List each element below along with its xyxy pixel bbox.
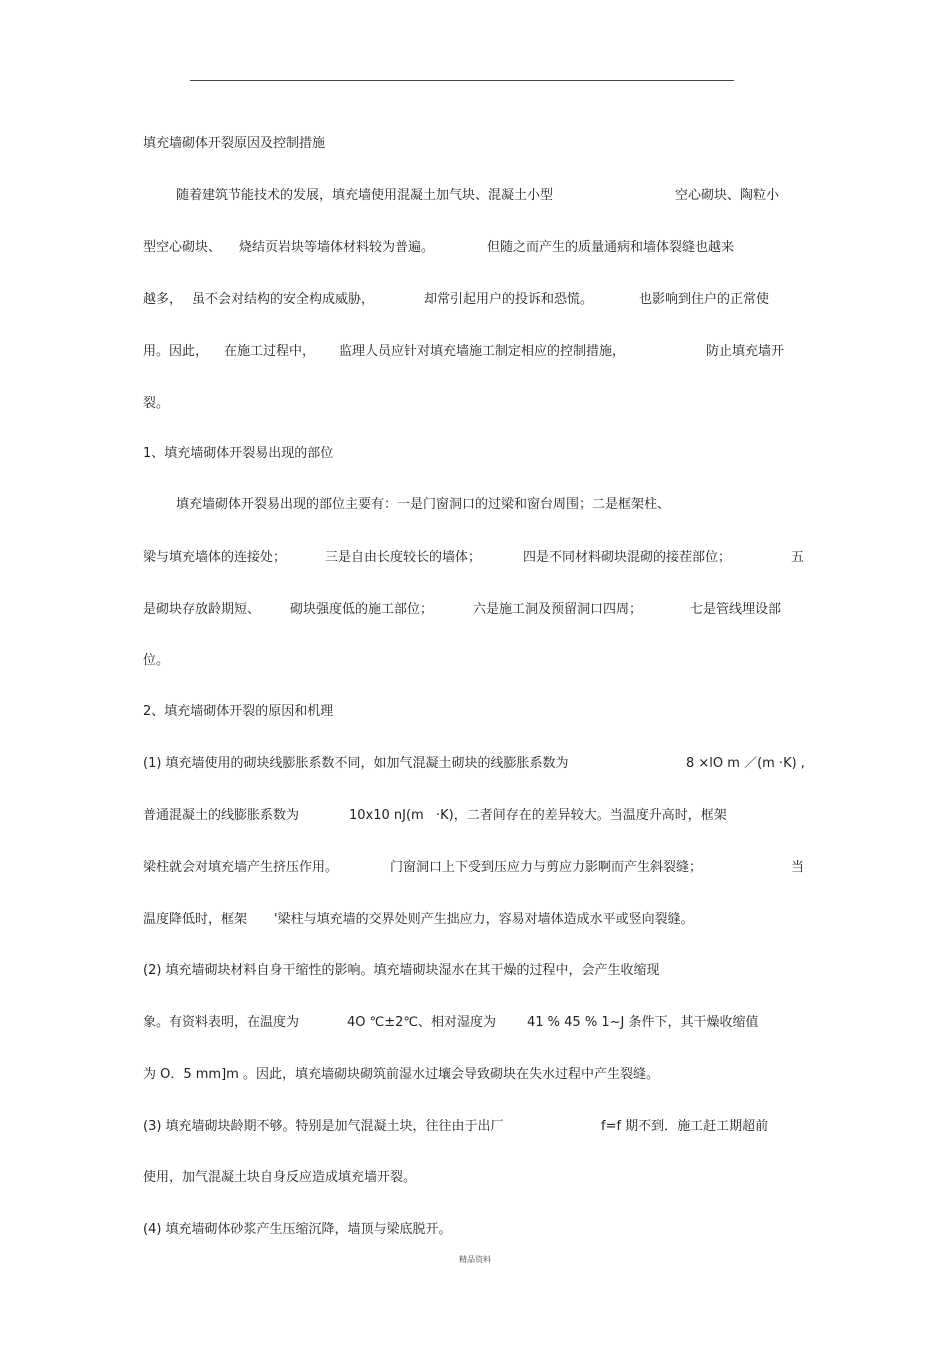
text-segment: '梁柱与填充墙的交界处则产生拙应力，容易对墙体造成水平或竖向裂缝。 (274, 912, 694, 927)
text-segment: 梁柱就会对填充墙产生挤压作用。 (143, 860, 339, 875)
text-segment: 门窗洞口上下受到压应力与剪应力影啊而产生斜裂缝； (390, 860, 703, 875)
text-segment: 七是管线埋设部 (690, 602, 782, 617)
text-segment: (4) 填充墙砌体砂浆产生压缩沉降，墙顶与梁底脱开。 (143, 1222, 452, 1237)
text-segment: 为 O．5 mm]m 。因此，填充墙砌块砌筑前湿水过壤会导致砌块在失水过程中产生裂缝。 (143, 1067, 659, 1082)
text-segment: 普通混凝土的线膨胀系数为 (143, 808, 300, 823)
page-footer: 精品资料 (459, 1255, 491, 1264)
header-rule (190, 80, 734, 81)
text-segment: 砌块强度低的施工部位； (290, 602, 434, 617)
text-segment: 虽不会对结构的安全构成威胁， (192, 292, 375, 307)
text-segment: (3) 填充墙砌块龄期不够。特别是加气混凝土块，往往由于出厂 (143, 1119, 504, 1134)
text-segment: 当 (791, 860, 805, 875)
text-segment: f=f 期不到．施工赶工期超前 (601, 1119, 769, 1134)
text-segment: 型空心砌块、 (143, 240, 222, 255)
text-segment: 在施工过程中， (224, 344, 316, 359)
text-segment: 防止填充墙开 (706, 344, 785, 359)
text-segment: 烧结页岩块等墙体材料较为普遍。 (239, 240, 435, 255)
text-segment: 也影响到住户的正常使 (639, 292, 770, 307)
text-segment: ·K)，二者间存在的差异较大。当温度升高时，框架 (436, 808, 727, 823)
text-segment: 10x10 nJ(m (349, 808, 424, 823)
text-segment: 41 % 45 % 1~J 条件下，其干燥收缩值 (527, 1015, 759, 1030)
text-segment: 但随之而产生的质量通病和墙体裂缝也越来 (487, 240, 735, 255)
text-segment: 梁与填充墙体的连接处； (143, 550, 287, 565)
text-segment: 三是自由长度较长的墙体； (325, 550, 482, 565)
text-segment: 裂。 (143, 396, 170, 411)
text-segment: 8 ×lO m ／(m ·K) , (686, 756, 805, 771)
section-heading-text: 2、填充墙砌体开裂的原因和机理 (143, 704, 334, 719)
text-segment: 空心砌块、陶粒小 (675, 188, 780, 203)
text-segment: 温度降低时，框架 (143, 912, 248, 927)
text-segment: 四是不同材料砌块混砌的接茬部位； (523, 550, 732, 565)
text-segment: 随着建筑节能技术的发展，填充墙使用混凝土加气块、混凝土小型 (176, 188, 554, 203)
text-segment: (1) 填充墙使用的砌块线膨胀系数不同，如加气混凝土砌块的线膨胀系数为 (143, 756, 569, 771)
text-segment: 五 (791, 550, 805, 565)
text-segment: 六是施工洞及预留洞口四周； (473, 602, 643, 617)
text-segment: 是砌块存放龄期短、 (143, 602, 261, 617)
text-segment: 监理人员应针对填充墙施工制定相应的控制措施， (339, 344, 626, 359)
section-heading-text: 1、填充墙砌体开裂易出现的部位 (143, 446, 334, 461)
text-segment: 越多， (143, 292, 183, 307)
text-segment: 使用，加气混凝土块自身反应造成填充墙开裂。 (143, 1170, 417, 1185)
text-segment: 位。 (143, 653, 170, 668)
text-segment: 用。因此， (143, 344, 209, 359)
text-segment: 填充墙砌体开裂易出现的部位主要有：一是门窗洞口的过梁和窗台周围；二是框架柱、 (176, 497, 671, 512)
text-segment: 却常引起用户的投诉和恐慌。 (424, 292, 594, 307)
text-segment: 4O ℃±2℃、相对湿度为 (347, 1015, 496, 1030)
doc-title-text: 填充墙砌体开裂原因及控制措施 (143, 136, 326, 151)
text-segment: 象。有资料表明，在温度为 (143, 1015, 300, 1030)
text-segment: (2) 填充墙砌块材料自身干缩性的影响。填充墙砌块湿水在其干燥的过程中，会产生收缩现 (143, 963, 660, 978)
